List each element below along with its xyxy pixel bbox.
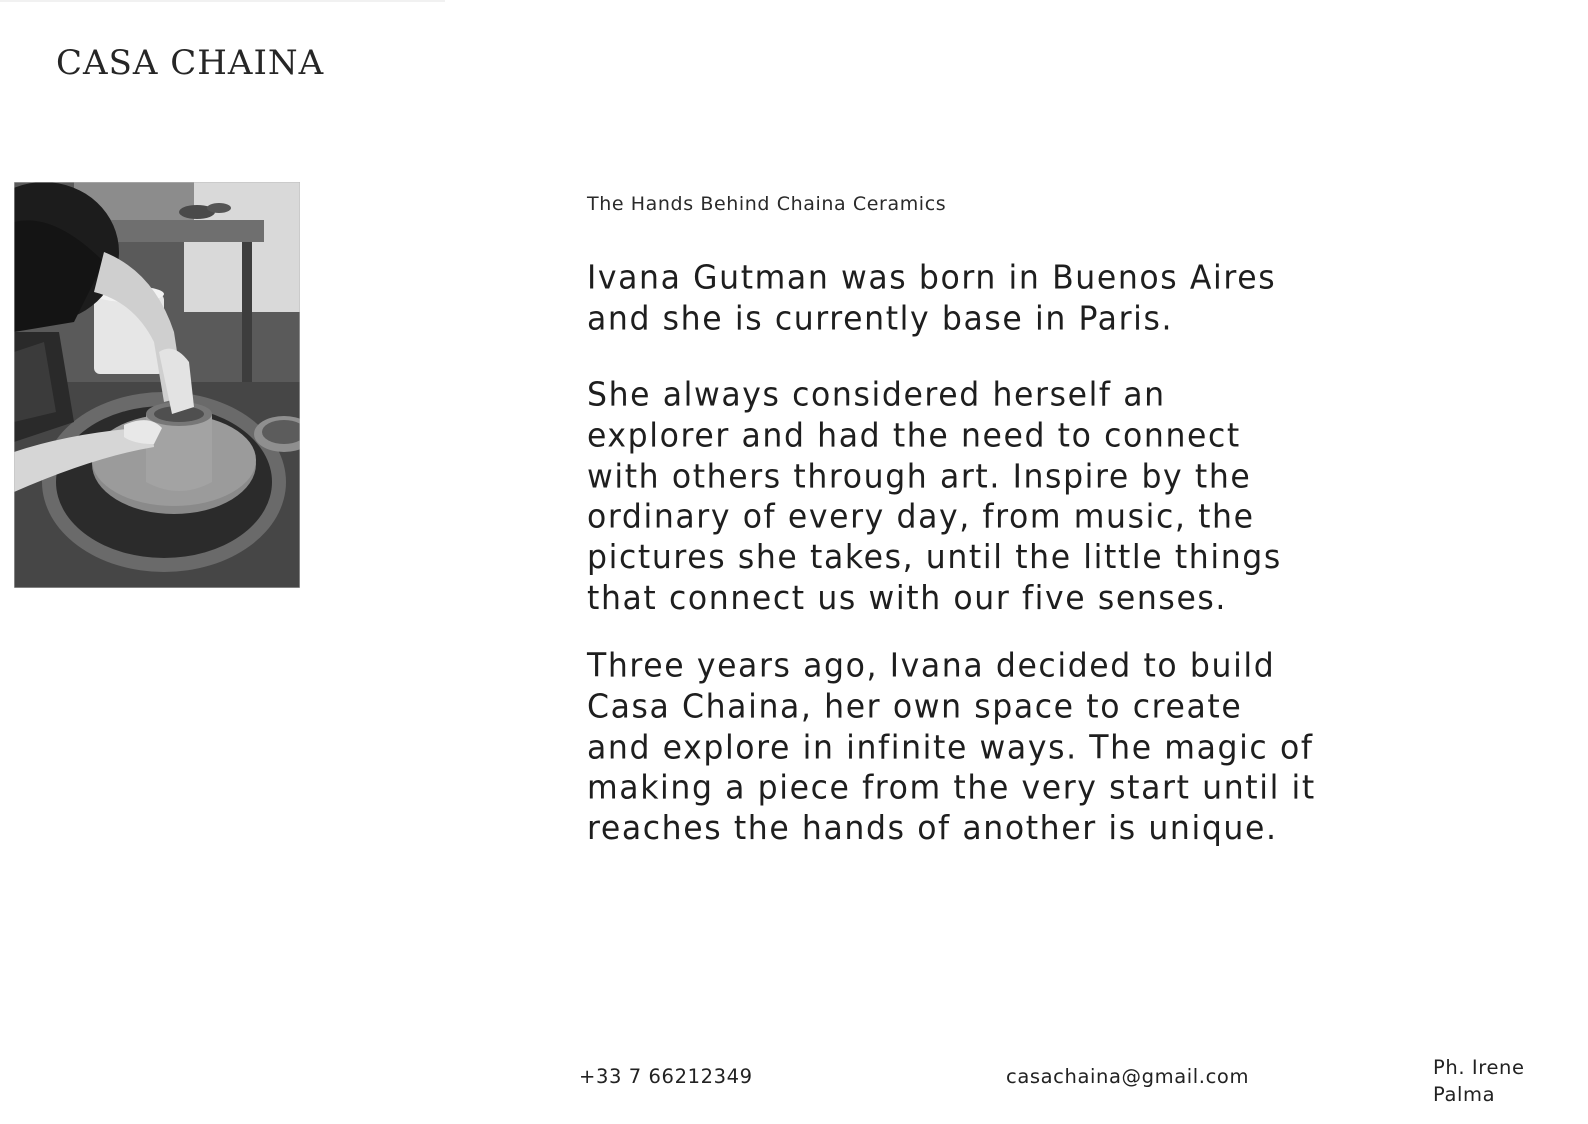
paragraph-casa-chaina: Three years ago, Ivana decided to build Casa Chaina, her own space to create and explore in infinite ways. The magic of making a piece from the very start until it reaches the hands of another is unique. <box>587 647 1316 849</box>
footer-email[interactable]: casachaina@gmail.com <box>1006 1065 1250 1088</box>
paragraph-intro: Ivana Gutman was born in Buenos Aires and she is currently base in Paris. <box>587 259 1277 338</box>
photo-credit: Ph. Irene Palma <box>1433 1056 1525 1106</box>
brand-logo[interactable]: CASA CHAINA <box>56 43 325 83</box>
pottery-photo <box>14 182 300 588</box>
article-eyebrow: The Hands Behind Chaina Ceramics <box>587 193 947 215</box>
article-body <box>587 258 1317 879</box>
footer-phone[interactable]: +33 7 66212349 <box>579 1065 753 1088</box>
top-divider <box>0 0 445 2</box>
paragraph-explorer: She always considered herself an explorer and had the need to connect with others through art. Inspire by the ordinary of every day, from music, the pictures she takes, until the little things that connect us with our five senses. <box>587 375 1282 618</box>
